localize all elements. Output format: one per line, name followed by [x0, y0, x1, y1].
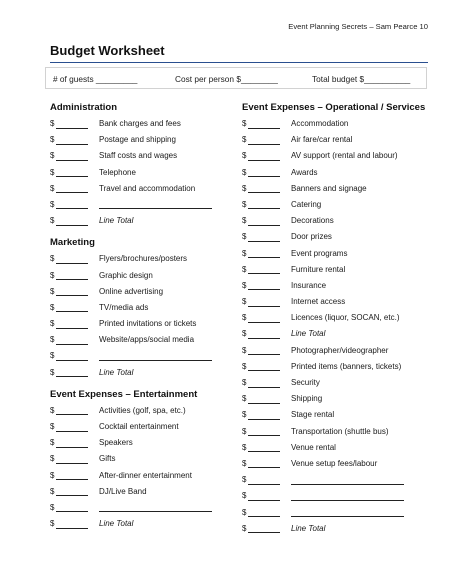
budget-line-row	[242, 263, 442, 279]
line-item-label: AV support (rental and labour)	[291, 151, 398, 161]
blank-item-field[interactable]	[291, 500, 404, 501]
line-item-label: Accommodation	[291, 119, 349, 128]
amount-field[interactable]: $	[50, 149, 90, 163]
line-item-label: Printed items (banners, tickets)	[291, 361, 402, 371]
amount-field[interactable]: $	[242, 247, 282, 261]
line-item-label: TV/media ads	[99, 302, 149, 312]
amount-field[interactable]: $	[50, 469, 90, 483]
budget-line-row	[50, 436, 230, 452]
line-item-label: Banners and signage	[291, 183, 367, 193]
amount-field[interactable]: $	[242, 133, 282, 147]
blank-item-field[interactable]	[99, 511, 212, 512]
line-item-label: Postage and shipping	[99, 135, 176, 145]
line-item-label: Air fare/car rental	[291, 135, 353, 145]
budget-line-row	[242, 117, 442, 133]
section-title-administration: Administration	[50, 102, 118, 113]
line-item-label: Stage rental	[291, 410, 335, 420]
amount-field[interactable]: $	[50, 436, 90, 450]
line-total-label: Line Total	[99, 367, 134, 377]
budget-line-row	[50, 252, 230, 268]
budget-line-row	[50, 269, 230, 285]
amount-field[interactable]: $	[242, 425, 282, 439]
line-item-label: Catering	[291, 199, 322, 209]
budget-line-row	[242, 198, 442, 214]
amount-field[interactable]: $	[50, 182, 90, 196]
blank-item-field[interactable]	[291, 484, 404, 485]
budget-line-row	[50, 333, 230, 349]
budget-line-row	[242, 522, 442, 538]
amount-field[interactable]: $	[50, 349, 90, 363]
left-column	[50, 101, 230, 533]
amount-field[interactable]: $	[242, 117, 282, 131]
budget-line-row	[242, 149, 442, 165]
budget-line-row	[50, 149, 230, 165]
total-budget-field[interactable]: Total budget $__________	[312, 74, 411, 84]
amount-field[interactable]: $	[50, 501, 90, 515]
amount-field[interactable]: $	[242, 295, 282, 309]
amount-field[interactable]: $	[50, 133, 90, 147]
amount-field[interactable]: $	[50, 452, 90, 466]
amount-field[interactable]: $	[242, 198, 282, 212]
line-total-label: Line Total	[99, 216, 134, 226]
budget-line-row	[50, 366, 230, 382]
line-item-label: Printed invitations or tickets	[99, 319, 197, 329]
amount-field[interactable]: $	[50, 366, 90, 380]
amount-field[interactable]: $	[50, 517, 90, 531]
budget-line-row	[50, 166, 230, 182]
line-item-label: Cocktail entertainment	[99, 422, 179, 431]
budget-line-row	[50, 452, 230, 468]
amount-field[interactable]: $	[242, 489, 282, 503]
budget-line-row	[242, 408, 442, 424]
line-item-label: Internet access	[291, 297, 346, 307]
budget-line-row	[242, 457, 442, 473]
amount-field[interactable]: $	[242, 182, 282, 196]
amount-field[interactable]: $	[242, 522, 282, 536]
amount-field[interactable]: $	[50, 404, 90, 418]
budget-line-row	[242, 166, 442, 182]
budget-line-row	[242, 392, 442, 408]
line-item-label: Venue setup fees/labour	[291, 458, 378, 468]
budget-line-row	[242, 182, 442, 198]
budget-line-row	[50, 420, 230, 436]
amount-field[interactable]: $	[50, 317, 90, 331]
budget-line-row	[242, 247, 442, 263]
line-total-label: Line Total	[291, 523, 326, 533]
right-column	[242, 101, 442, 538]
line-item-label: Activities (golf, spa, etc.)	[99, 405, 186, 415]
budget-line-row	[242, 295, 442, 311]
blank-item-field[interactable]	[99, 208, 212, 209]
cost-per-person-field[interactable]: Cost per person $________	[175, 74, 278, 84]
budget-line-row	[242, 311, 442, 327]
amount-field[interactable]: $	[242, 311, 282, 325]
budget-line-row	[50, 285, 230, 301]
budget-line-row	[242, 133, 442, 149]
amount-field[interactable]: $	[242, 457, 282, 471]
line-item-label: Graphic design	[99, 270, 153, 280]
budget-line-row	[50, 198, 230, 214]
line-item-label: Transportation (shuttle bus)	[291, 426, 389, 436]
line-item-label: Online advertising	[99, 286, 164, 296]
line-item-label: Door prizes	[291, 232, 332, 242]
line-item-label: Event programs	[291, 248, 348, 258]
line-total-label: Line Total	[99, 519, 134, 529]
line-item-label: Licences (liquor, SOCAN, etc.)	[291, 313, 400, 323]
guests-field[interactable]: # of guests _________	[53, 74, 138, 84]
line-item-label: Photographer/videographer	[291, 345, 389, 355]
budget-line-row	[242, 376, 442, 392]
page-title: Budget Worksheet	[50, 43, 165, 58]
amount-field[interactable]: $	[242, 441, 282, 455]
amount-field[interactable]: $	[50, 269, 90, 283]
line-item-label: Gifts	[99, 454, 116, 464]
amount-field[interactable]: $	[50, 485, 90, 499]
budget-line-row	[242, 473, 442, 489]
budget-line-row	[50, 517, 230, 533]
amount-field[interactable]: $	[242, 376, 282, 390]
line-item-label: Awards	[291, 167, 318, 177]
line-item-label: DJ/Live Band	[99, 486, 147, 496]
amount-field[interactable]: $	[242, 263, 282, 277]
line-item-label: Furniture rental	[291, 264, 346, 274]
budget-line-row	[242, 360, 442, 376]
line-item-label: Travel and accommodation	[99, 183, 196, 193]
budget-line-row	[50, 317, 230, 333]
budget-line-row	[50, 301, 230, 317]
budget-line-row	[242, 230, 442, 246]
amount-field[interactable]: $	[50, 198, 90, 212]
amount-field[interactable]: $	[242, 360, 282, 374]
section-title-event-expenses-entertainment: Event Expenses – Entertainment	[50, 388, 198, 400]
blank-item-field[interactable]	[99, 360, 212, 361]
line-item-label: Venue rental	[291, 442, 336, 452]
budget-line-row	[50, 469, 230, 485]
amount-field[interactable]: $	[242, 344, 282, 358]
line-item-label: Speakers	[99, 438, 133, 448]
line-item-label: Security	[291, 378, 320, 387]
budget-line-row	[242, 214, 442, 230]
budget-line-row	[242, 279, 442, 295]
amount-field[interactable]: $	[242, 166, 282, 180]
budget-line-row	[50, 501, 230, 517]
budget-line-row	[50, 182, 230, 198]
section-title-event-expenses-operational-services: Event Expenses – Operational / Services	[242, 102, 426, 113]
line-item-label: Telephone	[99, 167, 136, 177]
amount-field[interactable]: $	[50, 285, 90, 299]
section-title-marketing: Marketing	[50, 237, 95, 249]
amount-field[interactable]: $	[50, 420, 90, 434]
budget-line-row	[50, 404, 230, 420]
line-item-label: Decorations	[291, 216, 334, 226]
amount-field[interactable]: $	[242, 408, 282, 422]
amount-field[interactable]: $	[50, 214, 90, 228]
budget-line-row	[50, 349, 230, 365]
amount-field[interactable]: $	[50, 252, 90, 266]
amount-field[interactable]: $	[242, 230, 282, 244]
amount-field[interactable]: $	[50, 166, 90, 180]
amount-field[interactable]: $	[242, 279, 282, 293]
line-item-label: Website/apps/social media	[99, 335, 195, 345]
amount-field[interactable]: $	[242, 506, 282, 520]
amount-field[interactable]: $	[242, 327, 282, 341]
budget-line-row	[242, 425, 442, 441]
budget-line-row	[242, 506, 442, 522]
budget-line-row	[242, 489, 442, 505]
line-item-label: Flyers/brochures/posters	[99, 254, 188, 264]
amount-field[interactable]: $	[50, 333, 90, 347]
title-divider	[50, 62, 428, 63]
amount-field[interactable]: $	[242, 473, 282, 487]
budget-line-row	[50, 117, 230, 133]
amount-field[interactable]: $	[242, 214, 282, 228]
amount-field[interactable]: $	[50, 301, 90, 315]
budget-summary-box	[45, 67, 427, 89]
budget-line-row	[242, 327, 442, 343]
line-item-label: After-dinner entertainment	[99, 470, 192, 480]
running-header: Event Planning Secrets – Sam Pearce 10	[288, 22, 428, 31]
amount-field[interactable]: $	[242, 392, 282, 406]
line-item-label: Shipping	[291, 394, 323, 404]
line-item-label: Staff costs and wages	[99, 151, 178, 161]
blank-item-field[interactable]	[291, 516, 404, 517]
budget-line-row	[242, 344, 442, 360]
budget-line-row	[50, 214, 230, 230]
amount-field[interactable]: $	[50, 117, 90, 131]
line-item-label: Bank charges and fees	[99, 119, 181, 128]
amount-field[interactable]: $	[242, 149, 282, 163]
line-item-label: Insurance	[291, 280, 327, 290]
budget-line-row	[50, 133, 230, 149]
line-total-label: Line Total	[291, 329, 326, 339]
budget-line-row	[50, 485, 230, 501]
budget-line-row	[242, 441, 442, 457]
